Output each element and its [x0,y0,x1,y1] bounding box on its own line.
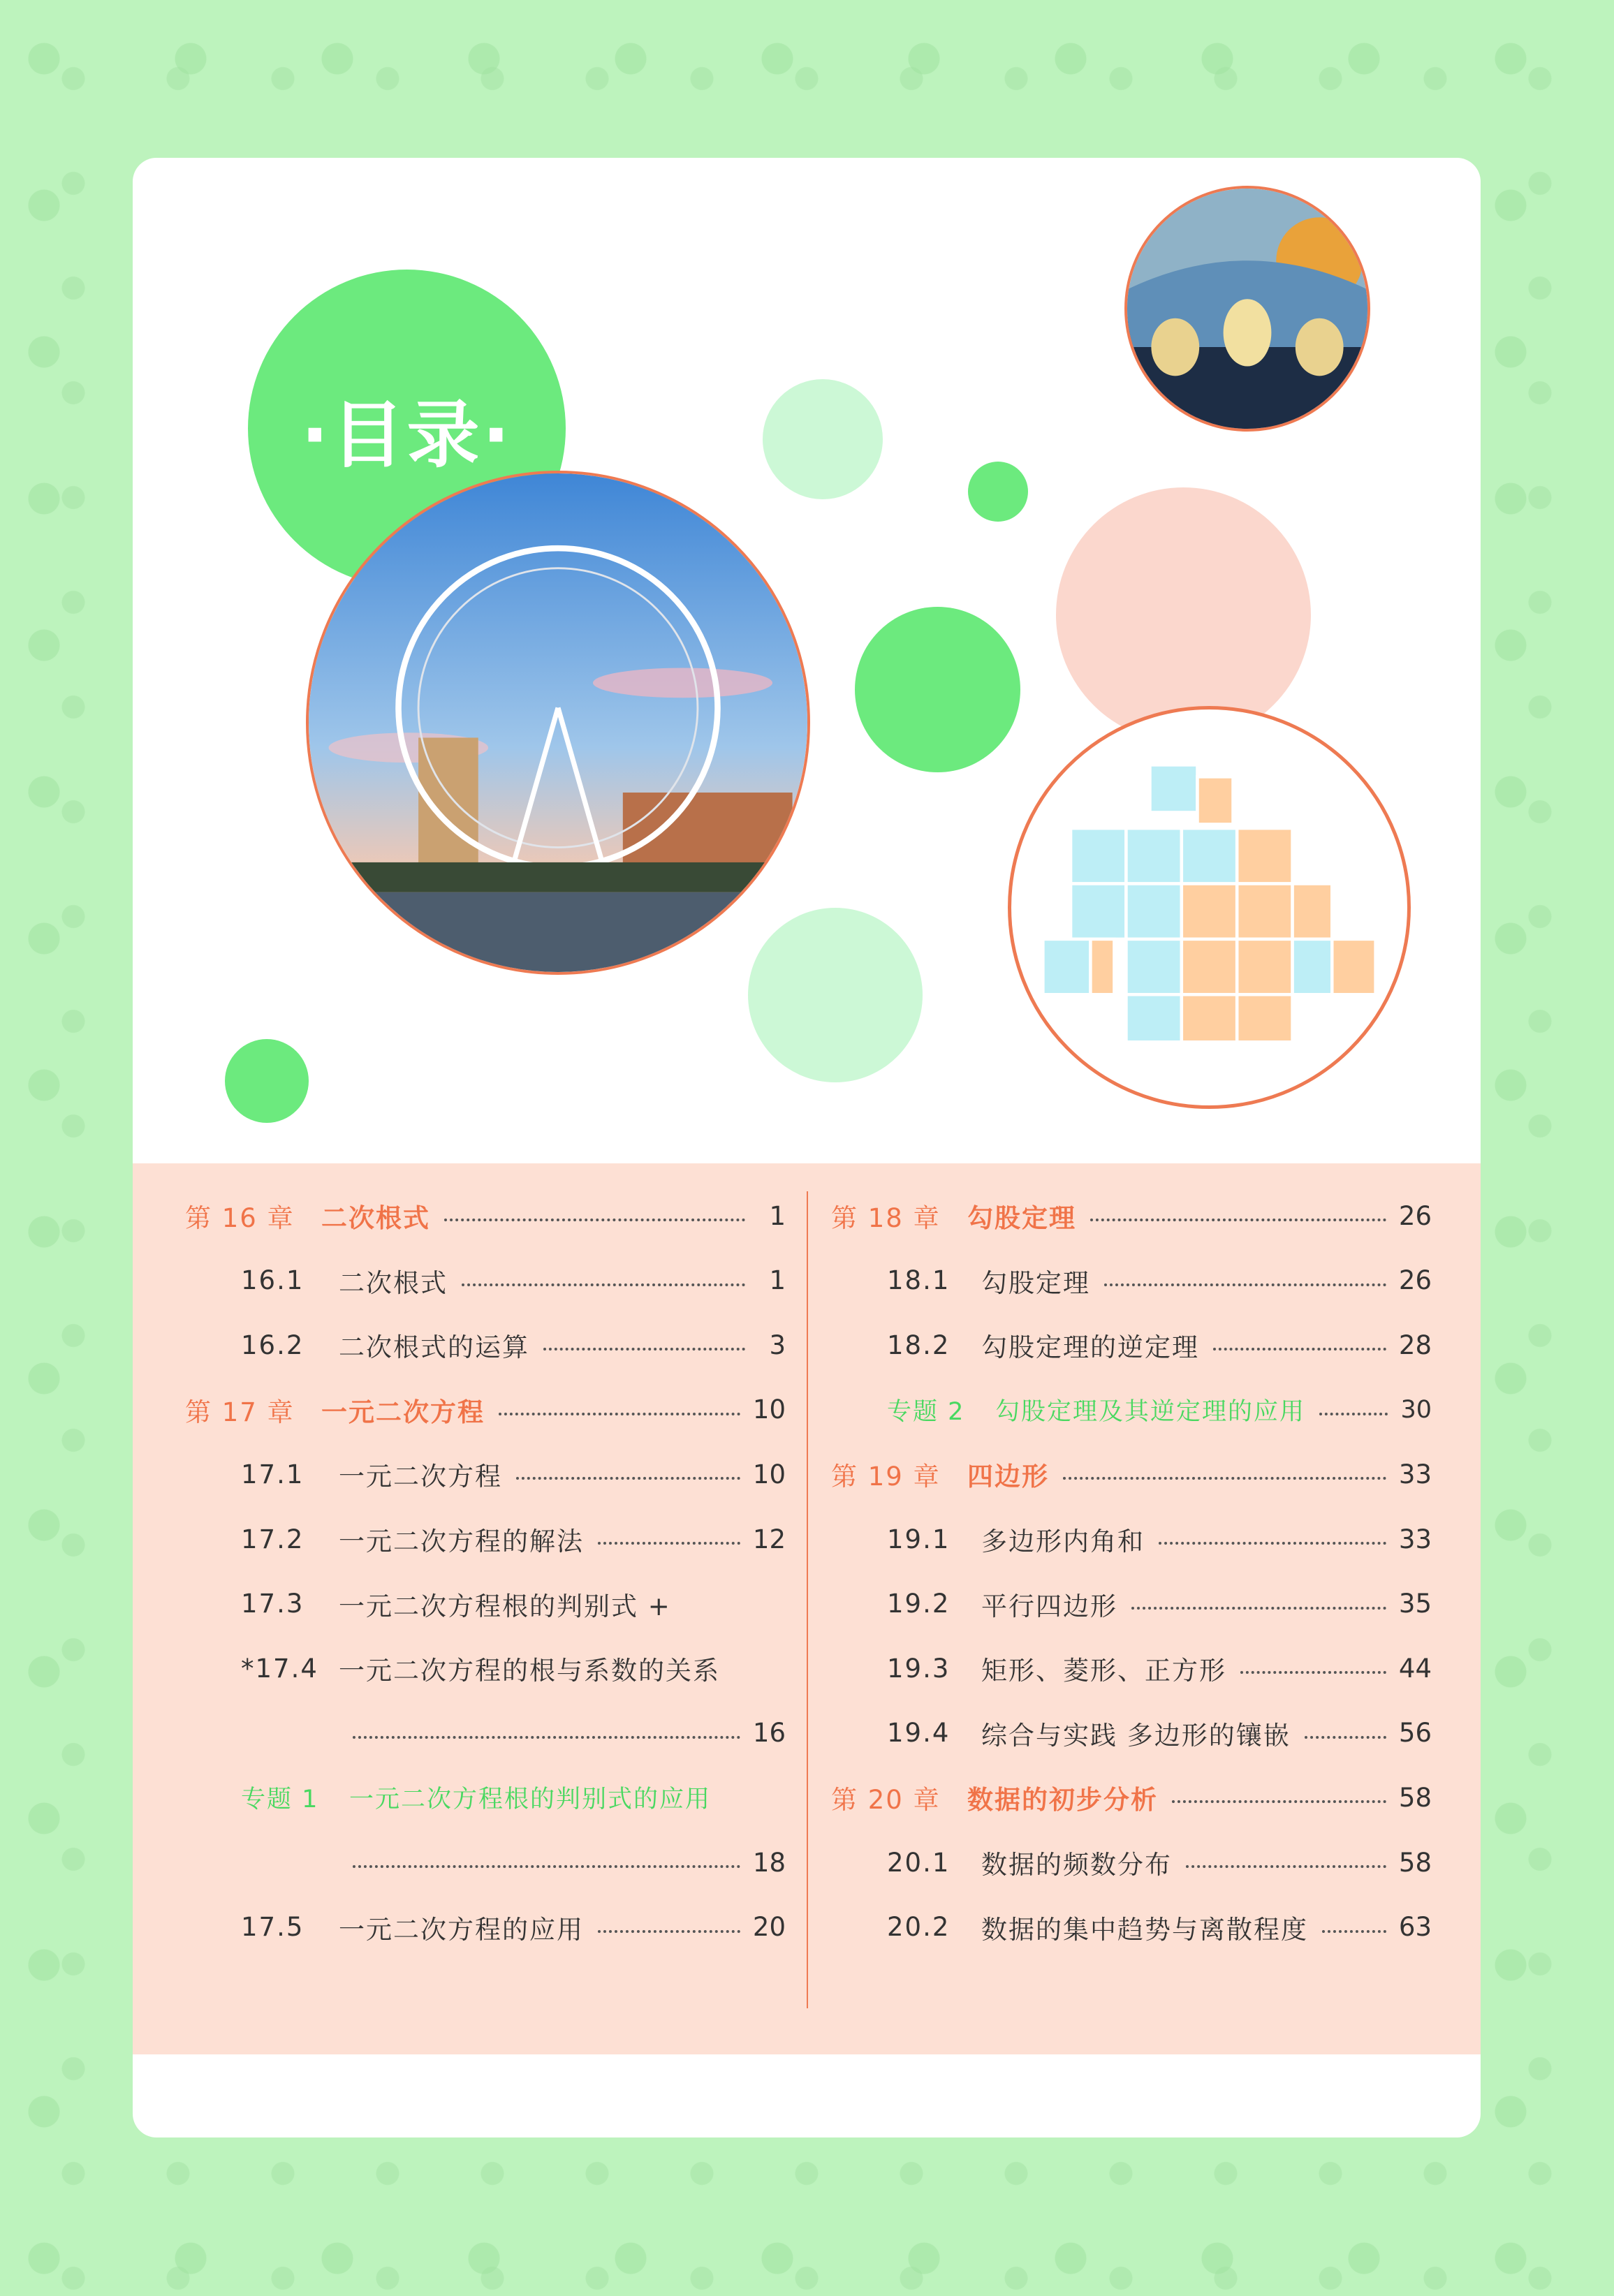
toc-entry-number: 第 17 章 [185,1397,295,1427]
toc-entry-title: 勾股定理 [981,1267,1090,1298]
toc-entry-number: 第 20 章 [831,1785,941,1816]
toc-entry-section[interactable] [185,1324,786,1366]
toc-entry-number: 19.1 [887,1524,951,1554]
toc-entry-number: 17.5 [241,1912,305,1943]
ferris-wheel-photo [306,471,810,975]
toc-entry-section[interactable] [185,1906,786,1948]
toc-page-number: 16 [752,1718,786,1749]
toc-page-number: 58 [1398,1782,1432,1813]
toc-entry-section[interactable] [831,1647,1432,1689]
decor-circle [748,908,923,1082]
toc-entry-cont[interactable] [185,1841,786,1883]
toc-entry-number: 20.2 [887,1912,951,1943]
toc-entry-number: 19.2 [887,1589,951,1619]
toc-entry-number: 第 16 章 [185,1203,295,1233]
toc-page-number: 20 [752,1912,786,1943]
toc-entry-title: 一元二次方程的解法 [339,1526,584,1557]
toc-entry-title: 一元二次方程根的判别式的应用 [349,1786,712,1814]
toc-entry-title: 勾股定理的逆定理 [981,1332,1199,1363]
toc-dot-leader [1319,1413,1388,1415]
stacked-cubes-illustration [1008,706,1411,1109]
toc-entry-number: 16.2 [241,1330,305,1360]
decor-circle [855,607,1020,772]
toc-dot-leader [598,1542,740,1545]
contents-title: ·目录· [300,392,513,478]
toc-entry-title: 四边形 [967,1462,1049,1492]
table-of-contents [133,1163,1481,2054]
toc-entry-number: 第 19 章 [831,1462,941,1492]
toc-entry-title: 勾股定理及其逆定理的应用 [995,1397,1306,1426]
toc-dot-leader [1322,1930,1386,1933]
toc-entry-number: 专题 1 [241,1786,319,1814]
toc-page-number: 58 [1398,1847,1432,1878]
toc-dot-leader [1131,1607,1386,1610]
toc-page-number: 44 [1398,1653,1432,1684]
toc-dot-leader [462,1283,745,1286]
toc-entry-title: 一元二次方程根的判别式 + [339,1591,671,1621]
decor-circle [225,1039,309,1123]
toc-entry-number: 17.1 [241,1459,305,1489]
toc-dot-leader [543,1348,745,1351]
toc-entry-title: 一元二次方程的根与系数的关系 [339,1656,720,1686]
arch-bridge-photo [1124,186,1370,432]
toc-page-number: 63 [1398,1912,1432,1943]
toc-entry-cont[interactable] [185,1712,786,1754]
toc-page-number: 3 [769,1330,786,1360]
toc-entry-chapter[interactable] [831,1195,1432,1237]
toc-entry-section[interactable] [831,1518,1432,1560]
toc-entry-number: 17.3 [241,1589,305,1619]
toc-entry-number: 18.1 [887,1265,951,1296]
decor-circle [1056,487,1311,742]
toc-dot-leader [1240,1671,1386,1674]
toc-entry-number: 16.1 [241,1265,305,1296]
toc-page-number: 33 [1398,1459,1432,1489]
decor-circle [968,462,1028,522]
toc-entry-title: 综合与实践 多边形的镶嵌 [981,1720,1291,1751]
toc-entry-section[interactable] [185,1453,786,1495]
toc-dot-leader [353,1865,740,1868]
toc-entry-section[interactable] [185,1583,786,1625]
toc-entry-title: 二次根式 [339,1267,448,1298]
toc-page-number: 33 [1398,1524,1432,1554]
toc-entry-chapter[interactable] [185,1389,786,1431]
toc-entry-section[interactable] [831,1712,1432,1754]
toc-dot-leader [1063,1477,1386,1480]
toc-page-number: 30 [1400,1395,1432,1424]
toc-entry-title: 一元二次方程 [321,1397,485,1427]
toc-dot-leader [516,1477,740,1480]
toc-entry-number: 19.3 [887,1653,951,1684]
toc-entry-title: 一元二次方程 [339,1462,502,1492]
toc-entry-topic[interactable] [831,1389,1432,1431]
toc-entry-title: 数据的集中趋势与离散程度 [981,1914,1308,1945]
toc-page-number: 26 [1398,1265,1432,1296]
toc-dot-leader [1159,1542,1386,1545]
toc-entry-number: 19.4 [887,1718,951,1749]
toc-page-number: 35 [1398,1589,1432,1619]
toc-entry-section[interactable] [831,1324,1432,1366]
toc-page-number: 10 [752,1394,786,1425]
toc-entry-title: 多边形内角和 [981,1526,1145,1557]
toc-entry-number: 18.2 [887,1330,951,1360]
toc-page-number: 1 [769,1265,786,1296]
toc-dot-leader [1213,1348,1386,1351]
toc-entry-title: 数据的初步分析 [967,1785,1158,1816]
toc-page-number: 56 [1398,1718,1432,1749]
toc-entry-section[interactable] [185,1518,786,1560]
toc-entry-title: 一元二次方程的应用 [339,1914,584,1945]
toc-dot-leader [1090,1219,1386,1221]
toc-dot-leader [1172,1800,1386,1803]
toc-dot-leader [1186,1865,1386,1868]
toc-entry-section[interactable] [831,1906,1432,1948]
toc-entry-chapter[interactable] [185,1195,786,1237]
toc-page-number: 1 [769,1200,786,1231]
toc-divider [807,1191,808,2008]
toc-dot-leader [444,1219,745,1221]
toc-entry-number: 第 18 章 [831,1203,941,1233]
toc-entry-title: 矩形、菱形、正方形 [981,1656,1226,1686]
toc-entry-chapter[interactable] [831,1776,1432,1818]
toc-entry-section[interactable] [831,1583,1432,1625]
toc-page-number: 28 [1398,1330,1432,1360]
toc-entry-number: 专题 2 [887,1397,965,1426]
toc-page-number: 10 [752,1459,786,1489]
toc-dot-leader [1104,1283,1386,1286]
toc-entry-number: *17.4 [241,1653,318,1684]
decor-circle [763,379,883,499]
toc-entry-chapter[interactable] [831,1453,1432,1495]
toc-page-number: 18 [752,1847,786,1878]
contents-page [133,158,1481,2137]
toc-entry-topic[interactable] [185,1776,786,1818]
toc-entry-title: 平行四边形 [981,1591,1117,1621]
toc-entry-title: 二次根式的运算 [339,1332,529,1363]
toc-dot-leader [353,1736,740,1739]
toc-entry-section[interactable] [831,1260,1432,1302]
toc-dot-leader [598,1930,740,1933]
toc-entry-title: 数据的频数分布 [981,1850,1172,1880]
toc-dot-leader [499,1413,740,1415]
toc-entry-title: 勾股定理 [967,1203,1076,1233]
toc-entry-number: 20.1 [887,1847,951,1878]
toc-page-number: 26 [1398,1200,1432,1231]
toc-entry-title: 二次根式 [321,1203,430,1233]
toc-dot-leader [1305,1736,1386,1739]
toc-page-number: 12 [752,1524,786,1554]
toc-entry-number: 17.2 [241,1524,305,1554]
toc-entry-section[interactable] [185,1647,786,1689]
toc-entry-section[interactable] [831,1841,1432,1883]
toc-entry-section[interactable] [185,1260,786,1302]
